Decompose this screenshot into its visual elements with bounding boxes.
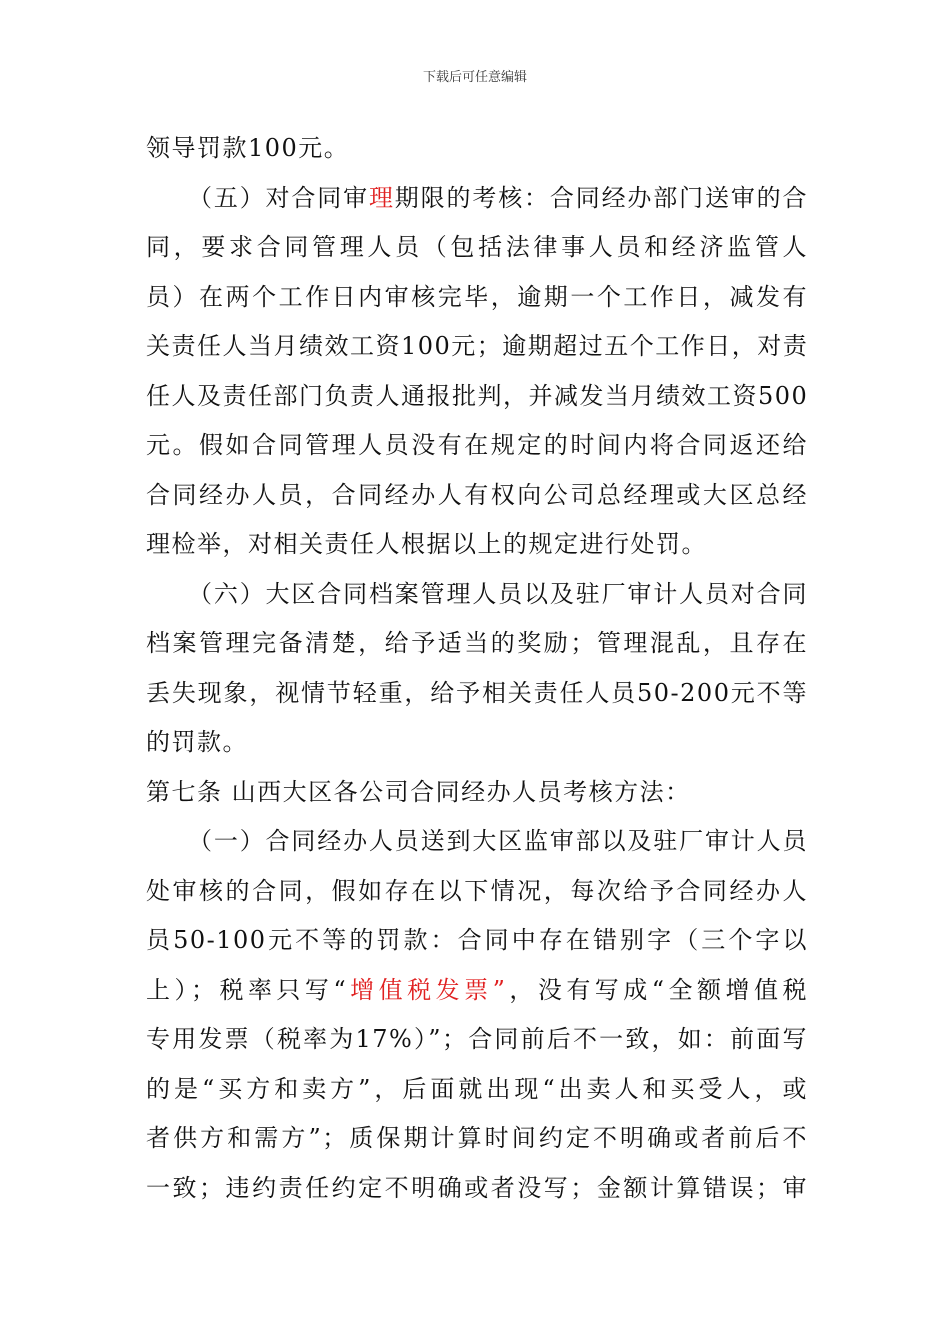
paragraph-line: 的罚款。 bbox=[146, 728, 248, 756]
paragraph-line: 关责任人当月绩效工资100元；逾期超过五个工作日，对责 bbox=[146, 332, 809, 360]
paragraph-line bbox=[146, 966, 808, 1016]
highlighted-text: 理 bbox=[368, 183, 395, 212]
paragraph-line: 领导罚款100元。 bbox=[146, 134, 350, 162]
paragraph-line: 一致；违约责任约定不明确或者没写；金额计算错误；审 bbox=[146, 1173, 808, 1202]
paragraph-line bbox=[146, 174, 808, 224]
line-text: 期限的考核：合同经办部门送审的合 bbox=[394, 183, 809, 212]
line-text: 上）；税率只写“ bbox=[146, 975, 348, 1004]
paragraph-line: 处审核的合同，假如存在以下情况，每次给予合同经办人 bbox=[146, 876, 808, 905]
paragraph-line: （六）大区合同档案管理人员以及驻厂审计人员对合同 bbox=[188, 579, 808, 608]
paragraph-line: 专用发票（税率为17%）”；合同前后不一致，如：前面写 bbox=[146, 1025, 808, 1053]
line-text: ，没有写成“全额增值税 bbox=[506, 975, 808, 1004]
paragraph-line: 合同经办人员，合同经办人有权向公司总经理或大区总经 bbox=[146, 480, 808, 509]
paragraph-line: 员）在两个工作日内审核完毕，逾期一个工作日，减发有 bbox=[146, 282, 808, 311]
paragraph-line: 元。假如合同管理人员没有在规定的时间内将合同返还给 bbox=[146, 431, 808, 459]
page-header: 下载后可任意编辑 bbox=[422, 70, 527, 85]
paragraph-line: 的是“买方和卖方”，后面就出现“出卖人和买受人，或 bbox=[146, 1074, 808, 1103]
paragraph-line: 同，要求合同管理人员（包括法律事人员和经济监管人 bbox=[146, 233, 808, 261]
paragraph-line: 员50-100元不等的罚款：合同中存在错别字（三个字以 bbox=[146, 926, 808, 954]
paragraph-line: 丢失现象，视情节轻重，给予相关责任人员50-200元不等 bbox=[146, 678, 808, 707]
paragraph-line: （一）合同经办人员送到大区监审部以及驻厂审计人员 bbox=[188, 827, 808, 855]
paragraph-line: 任人及责任部门负责人通报批判，并减发当月绩效工资500 bbox=[146, 381, 809, 410]
document-body bbox=[146, 124, 808, 1213]
article-heading: 第七条 山西大区各公司合同经办人员考核方法： bbox=[146, 777, 691, 806]
paragraph-line: 理检举，对相关责任人根据以上的规定进行处罚。 bbox=[146, 530, 707, 558]
paragraph-line: 者供方和需方”；质保期计算时间约定不明确或者前后不 bbox=[146, 1124, 808, 1152]
line-text: （五）对合同审 bbox=[188, 183, 369, 212]
highlighted-text: 增值税发票” bbox=[347, 975, 507, 1004]
paragraph-line: 档案管理完备清楚，给予适当的奖励；管理混乱，且存在 bbox=[146, 629, 808, 657]
